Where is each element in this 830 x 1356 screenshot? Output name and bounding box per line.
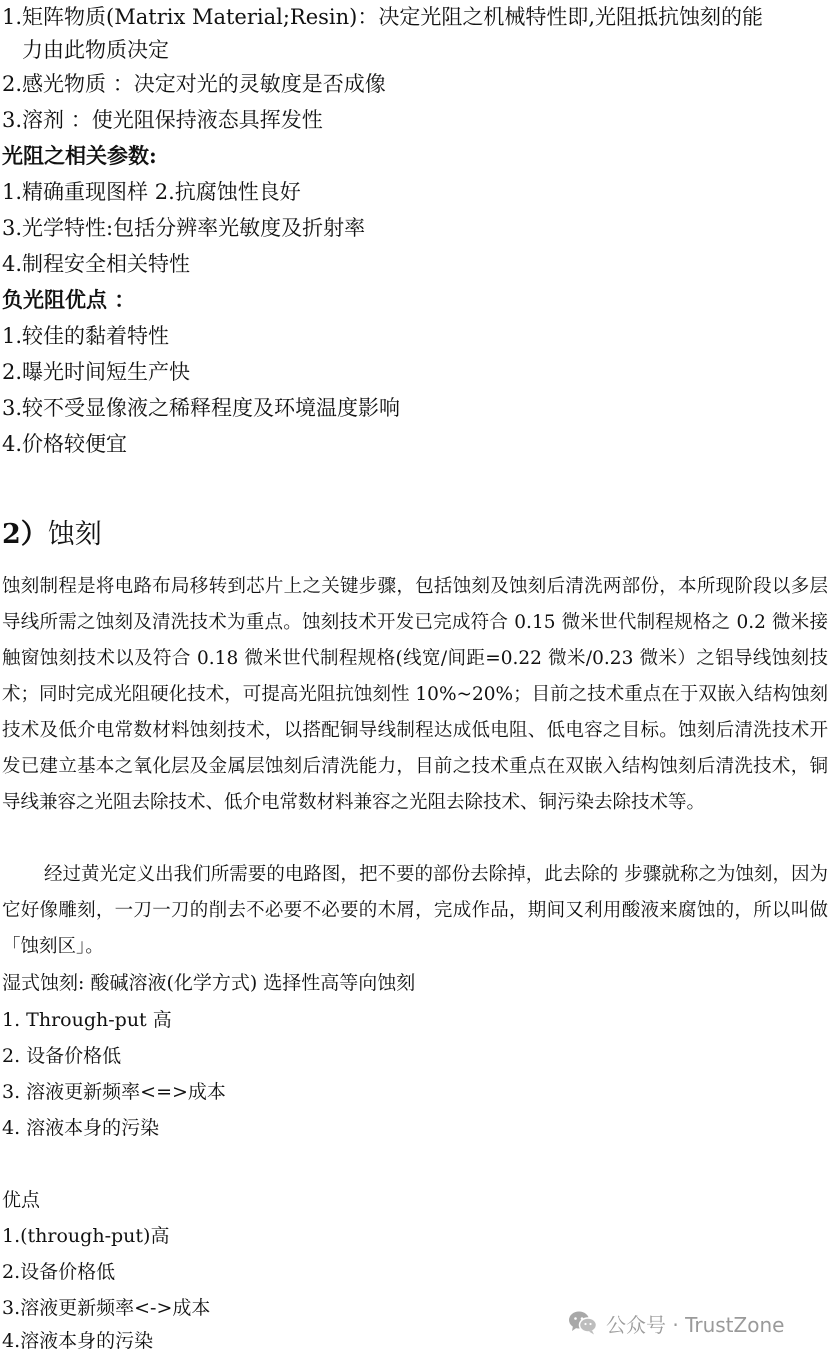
advantages-item: 4.溶液本身的污染 <box>2 1330 154 1352</box>
advantages-heading: 优点 <box>2 1189 41 1211</box>
params-heading: 光阻之相关参数: <box>2 143 157 168</box>
watermark-text: 公众号 · TrustZone <box>606 1312 785 1337</box>
params-item: 1.精确重现图样 2.抗腐蚀性良好 <box>2 180 301 204</box>
section-title: 蚀刻 <box>47 519 102 550</box>
advantages-item: 2.设备价格低 <box>2 1261 116 1283</box>
wet-etch-heading: 湿式蚀刻: 酸碱溶液(化学方式) 选择性高等向蚀刻 <box>2 972 416 994</box>
wet-etch-item: 4. 溶液本身的污染 <box>2 1117 160 1139</box>
advantages-item: 1.(through-put)高 <box>2 1225 170 1247</box>
etching-paragraph-1: 蚀刻制程是将电路布局移转到芯片上之关键步骤，包括蚀刻及蚀刻后清洗两部份，本所现阶段以多层导线所需之蚀刻及清洗技术为重点。蚀刻技术开发已完成符合 0.15 微米世代制程规格之 0.2 微米接触窗蚀刻技术以及符合 0.18 微米世代制程规格(线宽/间距=0.22 微米/0.23 微米）之铝导线蚀刻技术；同时完成光阻硬化技术，可提高光阻抗蚀刻性 10%~20%；目前之技术重点在于双嵌入结构蚀刻技术及低介电常数材料蚀刻技术，以搭配铜导线制程达成低电阻、低电容之目标。蚀刻后清洗技术开发已建立基本之氧化层及金属层蚀刻后清洗能力，目前之技术重点在双嵌入结构蚀刻后清洗技术，铜导线兼容之光阻去除技术、低介电常数材料兼容之光阻去除技术、铜污染去除技术等。 <box>2 576 828 813</box>
resin-item-1-line-2: 力由此物质决定 <box>22 38 169 62</box>
params-item: 4.制程安全相关特性 <box>2 252 191 276</box>
resin-item-2: 2.感光物质 ：决定对光的灵敏度是否成像 <box>2 72 386 96</box>
etching-paragraph-2: 经过黄光定义出我们所需要的电路图，把不要的部份去除掉，此去除的 步骤就称之为蚀刻，因为它好像雕刻，一刀一刀的削去不必要不必要的木屑，完成作品，期间又利用酸液来腐蚀的，所以叫做「蚀刻区」。 <box>2 864 828 957</box>
section-heading <box>2 518 102 552</box>
params-item: 3.光学特性:包括分辨率光敏度及折射率 <box>2 216 366 240</box>
negative-resist-item: 3.较不受显像液之稀释程度及环境温度影响 <box>2 396 401 420</box>
resin-item-3: 3.溶剂 ：使光阻保持液态具挥发性 <box>2 108 323 132</box>
wet-etch-item: 2. 设备价格低 <box>2 1045 122 1067</box>
wechat-icon <box>568 1310 598 1336</box>
watermark <box>568 1307 784 1339</box>
section-number: 2） <box>2 519 48 550</box>
negative-resist-item: 1.较佳的黏着特性 <box>2 324 170 348</box>
negative-resist-heading: 负光阻优点 ： <box>2 287 136 312</box>
advantages-item: 3.溶液更新频率<->成本 <box>2 1297 211 1319</box>
wet-etch-item: 3. 溶液更新频率<=>成本 <box>2 1081 226 1103</box>
negative-resist-item: 4.价格较便宜 <box>2 432 128 456</box>
resin-item-1-line-1: 1.矩阵物质(Matrix Material;Resin)：决定光阻之机械特性即,光阻抵抗蚀刻的能 <box>2 5 764 29</box>
negative-resist-item: 2.曝光时间短生产快 <box>2 360 191 384</box>
wet-etch-item: 1. Through-put 高 <box>2 1009 172 1031</box>
